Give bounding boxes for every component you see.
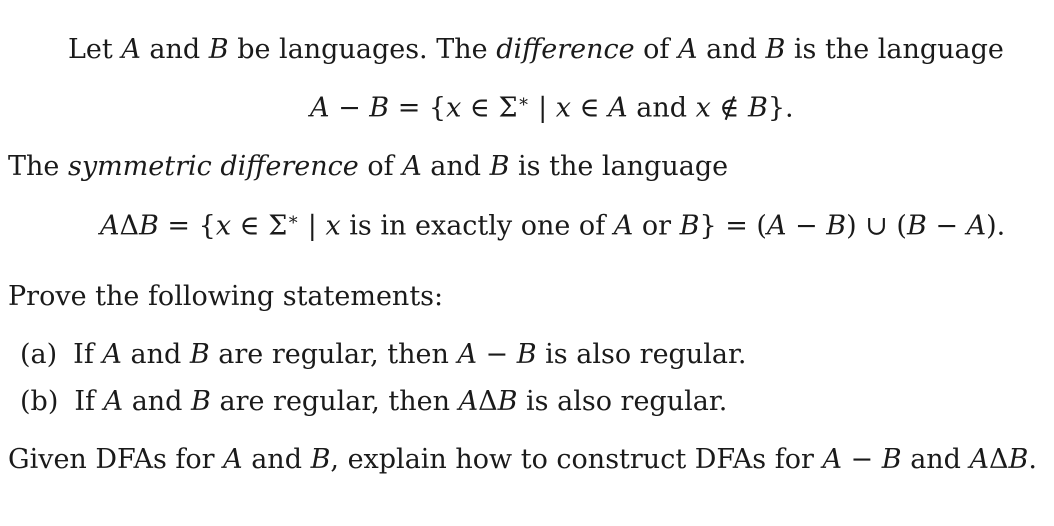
math-x: x [695,92,711,124]
math-B: B [765,34,786,65]
item-b [20,388,727,415]
math-A: A [678,34,698,65]
equals-paren: } = ( [699,210,767,242]
text: is in exactly one of [340,210,614,242]
and-word: and [627,92,696,124]
minus-sign: − [329,92,370,124]
minus-sign: − [841,444,882,475]
text: is also regular. [517,386,728,417]
math-A: A [310,92,330,124]
math-B: B [139,210,159,242]
text: and [242,444,311,475]
final-instruction [8,446,1037,473]
intro-text: Let [68,34,122,65]
math-x: x [555,92,572,124]
minus-sign: − [476,339,517,370]
element-of: ∈ [571,92,609,124]
math-x: x [215,210,232,242]
math-B: B [516,339,537,370]
kleene-star: ∗ [287,210,300,230]
closing-brace: }. [767,92,794,124]
text: are regular, then [209,339,458,370]
math-A: A [402,151,422,182]
period: . [1028,444,1037,475]
minus-sign: − [786,210,827,242]
math-B: B [1008,444,1029,475]
text: is also regular. [536,339,747,370]
element-of-sigma: ∈ Σ [461,92,518,124]
math-A: A [613,210,634,242]
text: The [8,151,68,182]
emphasis-symmetric-difference: symmetric difference [67,151,359,182]
math-x: x [325,210,341,242]
element-of-sigma: ∈ Σ [231,210,288,242]
math-A: A [608,92,628,124]
item-a [20,341,746,368]
math-B: B [489,151,510,182]
closing-paren: ). [986,210,1006,242]
math-B: B [748,92,768,124]
math-A: A [223,444,243,475]
intro-line [68,36,1004,63]
math-B: B [497,386,518,417]
delta-symbol: Δ [989,444,1009,475]
math-A: A [822,444,842,475]
equals-brace: = { [158,210,216,242]
kleene-star: ∗ [517,92,530,112]
difference-equation [310,94,794,122]
intro-text: of [634,34,679,65]
text: is the language [509,151,729,182]
item-label: (b) [20,386,59,417]
equals-brace: = { [389,92,447,124]
text: and [421,151,490,182]
math-B: B [679,210,700,242]
text: are regular, then [210,386,459,417]
intro-text: be languages. The [228,34,497,65]
math-A: A [457,339,477,370]
math-B: B [208,34,229,65]
intro-text: and [140,34,209,65]
math-B: B [906,210,927,242]
text: and [121,339,190,370]
union-symbol: ) ∪ ( [846,210,907,242]
intro-text: is the language [785,34,1004,65]
math-B: B [189,339,210,370]
math-B: B [826,210,847,242]
math-B: B [310,444,331,475]
symmetric-intro-line [8,153,728,180]
text: If [73,339,103,370]
not-element-of: ∉ [710,92,748,124]
item-label: (a) [20,339,58,370]
math-x: x [446,92,462,124]
minus-sign: − [926,210,967,242]
delta-symbol: Δ [478,386,498,417]
symmetric-difference-equation [100,212,1005,240]
math-A: A [766,210,787,242]
math-A: A [121,34,141,65]
math-B: B [369,92,390,124]
math-B: B [881,444,902,475]
text: and [123,386,192,417]
math-A: A [966,210,987,242]
prove-heading: Prove the following statements: [8,281,444,312]
emphasis-difference: difference [496,34,635,65]
math-B: B [191,386,211,417]
text: , explain how to construct DFAs for [330,444,823,475]
math-A: A [103,386,124,417]
delta-symbol: Δ [119,210,139,242]
math-A: A [969,444,990,475]
or-word: or [633,210,680,242]
set-bar: | [529,92,556,124]
text: Given DFAs for [8,444,224,475]
math-A: A [458,386,479,417]
text: If [74,386,104,417]
set-bar: | [299,210,326,242]
math-A: A [102,339,122,370]
text: of [358,151,403,182]
intro-text: and [697,34,766,65]
text: and [901,444,970,475]
math-A: A [100,210,120,242]
